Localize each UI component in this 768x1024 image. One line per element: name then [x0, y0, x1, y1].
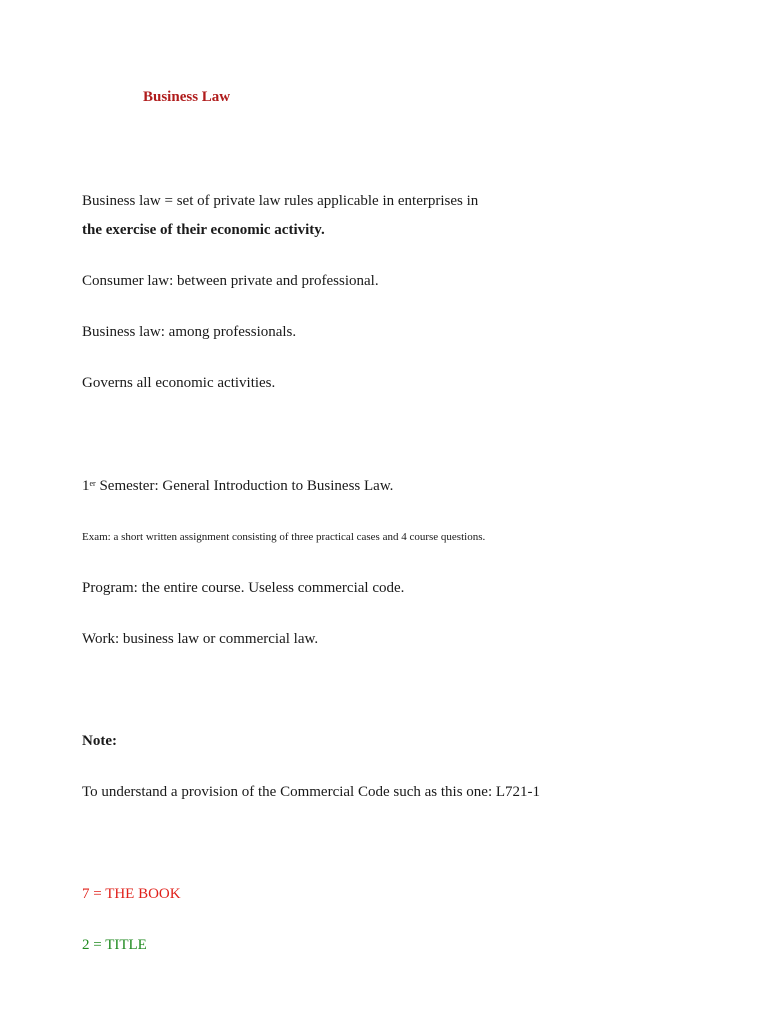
- semester-ordinal: er: [89, 479, 96, 488]
- semester-line: [82, 477, 393, 495]
- exam-text: Exam: a short written assignment consisting of three practical cases and 4 course questions.: [82, 531, 486, 543]
- book-code-line: 7 = THE BOOK: [82, 886, 181, 902]
- program-text: Program: the entire course. Useless commercial code.: [82, 580, 405, 596]
- document-title: Business Law: [143, 89, 231, 105]
- semester-text: Semester: General Introduction to Business Law.: [95, 478, 394, 494]
- title-code-line: 2 = TITLE: [82, 937, 147, 953]
- business-law-text: Business law: among professionals.: [82, 324, 297, 340]
- consumer-law-text: Consumer law: between private and professional.: [82, 273, 379, 289]
- work-text: Work: business law or commercial law.: [82, 631, 319, 647]
- provision-text: To understand a provision of the Commercial Code such as this one: L721-1: [82, 784, 541, 800]
- semester-number: 1: [82, 478, 90, 494]
- note-heading: Note:: [82, 733, 117, 749]
- definition-line-2: the exercise of their economic activity.: [82, 222, 325, 238]
- governs-text: Governs all economic activities.: [82, 375, 276, 391]
- definition-line-1: Business law = set of private law rules applicable in enterprises in: [82, 193, 479, 209]
